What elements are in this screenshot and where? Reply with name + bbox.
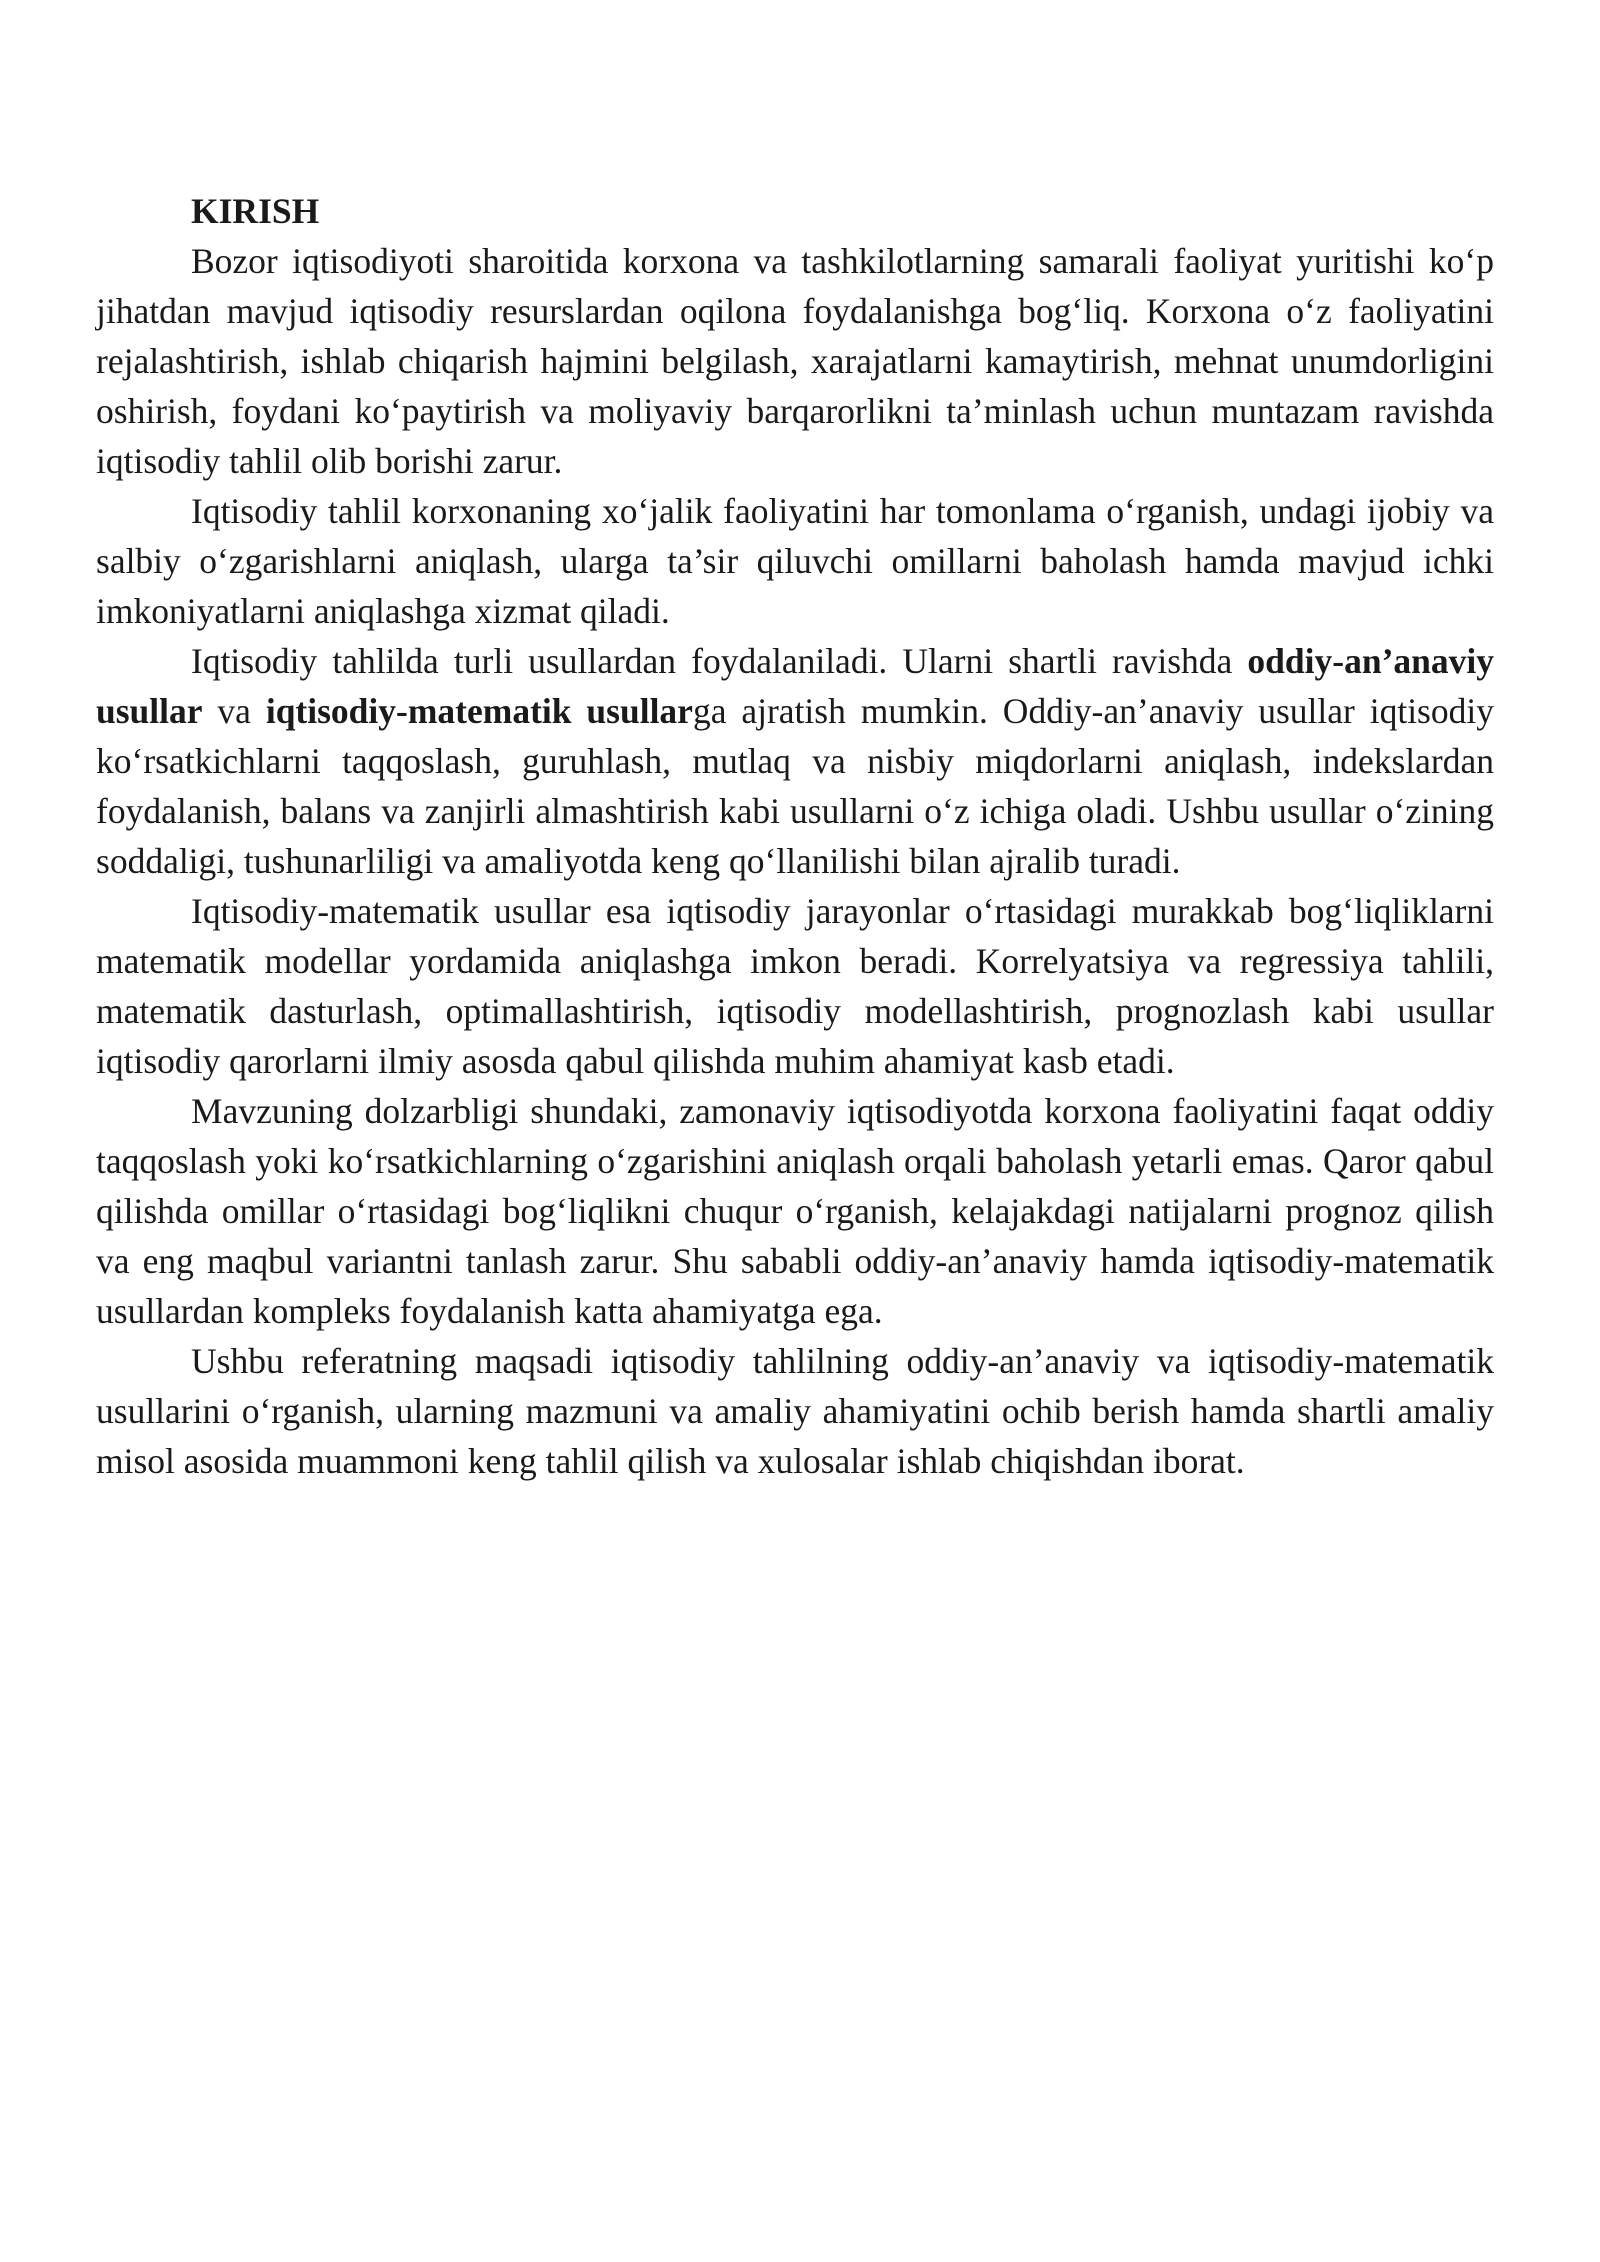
section-heading: KIRISH [191,191,320,231]
paragraph-methods-text-1: Iqtisodiy tahlilda turli usullardan foydalaniladi. Ularni shartli ravishda [191,641,1248,681]
paragraph-relevance: Mavzuning dolzarbligi shundaki, zamonaviy iqtisodiyotda korxona faoliyatini faqat oddiy taqqoslash yoki ko‘rsatkichlarning o‘zgarishini aniqlash orqali baholash yetarli emas. Qaror qabul qilishda omillar o‘rtasidagi bog‘liqlikni chuqur o‘rganish, kelajakdagi natijalarni prognoz qilish va eng maqbul variantni tanlash zarur. Shu sababli oddiy-an’anaviy hamda iqtisodiy-matematik usullardan kompleks foydalanish katta ahamiyatga ega. [96,1091,1494,1331]
bold-term-traditional-methods: oddiy-an’anaviy usullar [96,641,1494,731]
paragraph-analysis-definition: Iqtisodiy tahlil korxonaning xo‘jalik faoliyatini har tomonlama o‘rganish, undagi ijobiy va salbiy o‘zgarishlarni aniqlash, ularga ta’sir qiluvchi omillarni baholash hamda mavjud ichki imkoniyatlarni aniqlashga xizmat qiladi. [96,491,1494,631]
paragraph-math-methods: Iqtisodiy-matematik usullar esa iqtisodiy jarayonlar o‘rtasidagi murakkab bog‘liqliklarni matematik modellar yordamida aniqlashga imkon beradi. Korrelyatsiya va regressiya tahlili, matematik dasturlash, optimallashtirish, iqtisodiy modellashtirish, prognozlash kabi usullar iqtisodiy qarorlarni ilmiy asosda qabul qilishda muhim ahamiyat kasb etadi. [96,891,1494,1081]
document-page [96,186,1494,1486]
bold-term-math-methods: iqtisodiy-matematik usullar [265,691,693,731]
paragraph-methods-text-2: va [202,691,266,731]
paragraph-goal: Ushbu referatning maqsadi iqtisodiy tahlilning oddiy-an’anaviy va iqtisodiy-matematik usullarini o‘rganish, ularning mazmuni va amaliy ahamiyatini ochib berish hamda shartli amaliy misol asosida muammoni keng tahlil qilish va xulosalar ishlab chiqishdan iborat. [96,1341,1494,1481]
paragraph-intro: Bozor iqtisodiyoti sharoitida korxona va tashkilotlarning samarali faoliyat yuritishi ko‘p jihatdan mavjud iqtisodiy resurslardan oqilona foydalanishga bog‘liq. Korxona o‘z faoliyatini rejalashtirish, ishlab chiqarish hajmini belgilash, xarajatlarni kamaytirish, mehnat unumdorligini oshirish, foydani ko‘paytirish va moliyaviy barqarorlikni ta’minlash uchun muntazam ravishda iqtisodiy tahlil olib borishi zarur. [96,241,1494,481]
paragraph-methods-text-3: ga ajratish mumkin. Oddiy-an’anaviy usullar iqtisodiy ko‘rsatkichlarni taqqoslash, guruhlash, mutlaq va nisbiy miqdorlarni aniqlash, indekslardan foydalanish, balans va zanjirli almashtirish kabi usullarni o‘z ichiga oladi. Ushbu usullar o‘zining soddaligi, tushunarliligi va amaliyotda keng qo‘llanilishi bilan ajralib turadi. [96,691,1494,881]
paragraph-methods [96,636,1494,886]
